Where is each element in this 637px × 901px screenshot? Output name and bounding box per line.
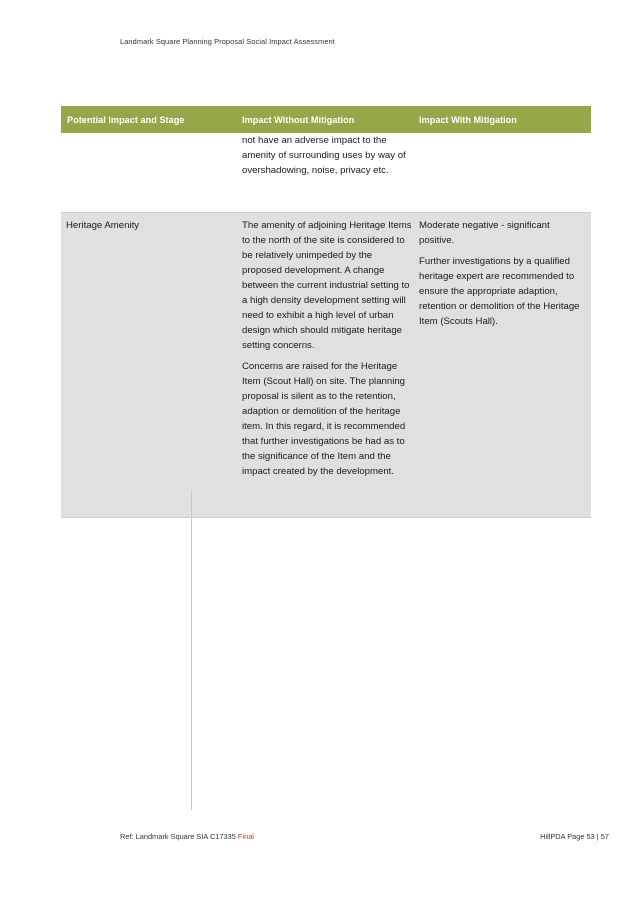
- with-mitigation-cell: [419, 133, 591, 212]
- cell-paragraph: Concerns are raised for the Heritage Item (Scout Hall) on site. The planning proposal is silent as to the retention, adaption or demolition of the heritage item. In this regard, it is recommended that further investigations be had as to the significance of the Item and the impact created by the development.: [242, 361, 406, 477]
- stage-cell: Heritage Amenity: [66, 220, 140, 231]
- cell-paragraph: not have an adverse impact to the amenity of surrounding uses by way of overshadowing, noise, privacy etc.: [242, 135, 406, 176]
- footer-reference: [120, 832, 254, 841]
- column-header-with-mitigation: Impact With Mitigation: [419, 114, 517, 125]
- column-divider-line: [191, 490, 192, 810]
- footer-ref-text: Ref: Landmark Square SIA C17335: [120, 832, 236, 841]
- stage-cell: [61, 133, 242, 212]
- cell-paragraph: Moderate negative - significant positive.: [419, 220, 550, 246]
- column-header-stage: Potential Impact and Stage: [67, 114, 185, 125]
- table-row: [61, 212, 591, 518]
- running-header: Landmark Square Planning Proposal Social Impact Assessment: [120, 37, 335, 46]
- without-mitigation-cell: [242, 213, 419, 517]
- with-mitigation-cell: [419, 213, 591, 517]
- without-mitigation-cell: [242, 133, 419, 212]
- table-header-row: [61, 106, 591, 133]
- cell-paragraph: The amenity of adjoining Heritage Items to the north of the site is considered to be relatively unimpeded by the proposed development. A change between the current industrial setting to a high density development setting will need to exhibit a high level of urban design which should mitigate heritage setting concerns.: [242, 220, 412, 351]
- cell-paragraph: Further investigations by a qualified heritage expert are recommended to ensure the appropriate adaption, retention or demolition of the Heritage Item (Scouts Hall).: [419, 256, 580, 327]
- column-header-without-mitigation: Impact Without Mitigation: [242, 114, 355, 125]
- impact-table: [61, 106, 591, 518]
- footer-status: Final: [237, 832, 254, 841]
- table-row: [61, 133, 591, 212]
- footer-page-number: HillPDA Page 53 | 57: [540, 832, 609, 841]
